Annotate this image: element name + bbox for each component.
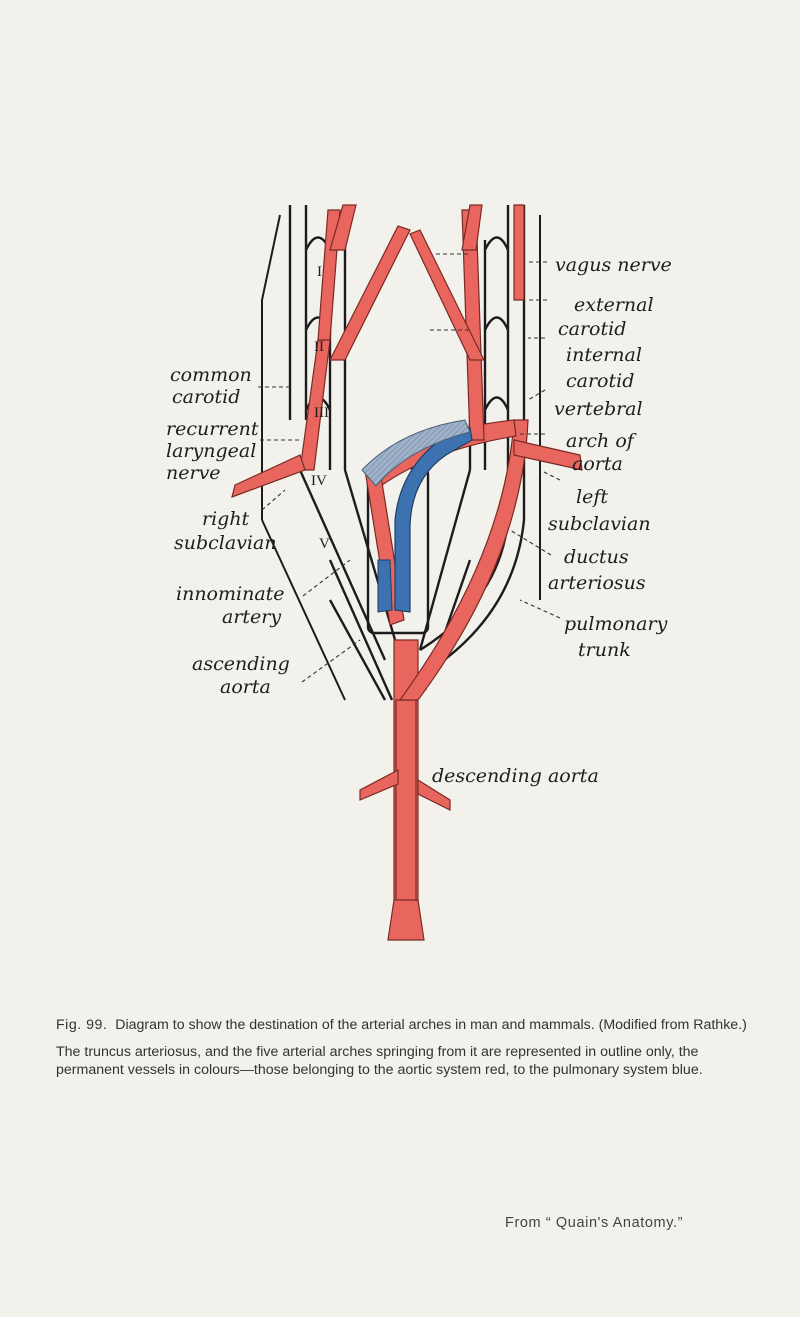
label-external-carotid-2: carotid bbox=[558, 318, 627, 340]
label-ascending-1: ascending bbox=[192, 653, 290, 675]
label-recurrent-3: nerve bbox=[166, 462, 221, 484]
figure-number: Fig. 99. bbox=[56, 1017, 108, 1033]
label-right-subclavian-1: right bbox=[202, 508, 250, 530]
label-external-carotid-1: external bbox=[574, 294, 654, 316]
arch-numeral-5: V bbox=[319, 536, 330, 552]
arch-numeral-3: III bbox=[314, 405, 329, 421]
label-ductus-1: ductus bbox=[564, 546, 629, 568]
label-left-subclavian-2: subclavian bbox=[548, 513, 651, 535]
label-arch-of-aorta-2: aorta bbox=[572, 453, 623, 475]
label-common-carotid-1: common bbox=[170, 364, 252, 386]
label-vagus-nerve: vagus nerve bbox=[555, 254, 672, 276]
label-internal-carotid-1: internal bbox=[566, 344, 642, 366]
label-pulmonary-2: trunk bbox=[578, 639, 631, 661]
label-left-subclavian-1: left bbox=[576, 486, 608, 508]
label-arch-of-aorta-1: arch of bbox=[566, 430, 634, 452]
label-ascending-2: aorta bbox=[220, 676, 271, 698]
figure-title: Diagram to show the destination of the arterial arches in man and mammals. (Modified from Rathke.) bbox=[115, 1017, 747, 1033]
arch-numeral-2: II bbox=[314, 339, 324, 355]
label-recurrent-1: recurrent bbox=[166, 418, 259, 440]
label-ductus-2: arteriosus bbox=[548, 572, 646, 594]
label-right-subclavian-2: subclavian bbox=[174, 532, 277, 554]
source-credit: From “ Quain's Anatomy.” bbox=[505, 1215, 684, 1231]
figure-description: The truncus arteriosus, and the five arterial arches springing from it are represented in outline only, the permanent vessels in colours—those belonging to the aortic system red, to the pulmonary system blue. bbox=[56, 1044, 703, 1078]
label-pulmonary-1: pulmonary bbox=[564, 613, 668, 635]
arch-numeral-1: I bbox=[317, 264, 322, 280]
label-descending-aorta: descending aorta bbox=[432, 765, 599, 787]
label-common-carotid-2: carotid bbox=[172, 386, 241, 408]
label-innominate-2: artery bbox=[222, 606, 282, 628]
label-recurrent-2: laryngeal bbox=[166, 440, 257, 462]
label-internal-carotid-2: carotid bbox=[566, 370, 635, 392]
arch-numeral-4: IV bbox=[311, 473, 327, 489]
label-innominate-1: innominate bbox=[176, 583, 285, 605]
figure-caption bbox=[56, 1016, 756, 1088]
label-vertebral: vertebral bbox=[554, 398, 643, 420]
